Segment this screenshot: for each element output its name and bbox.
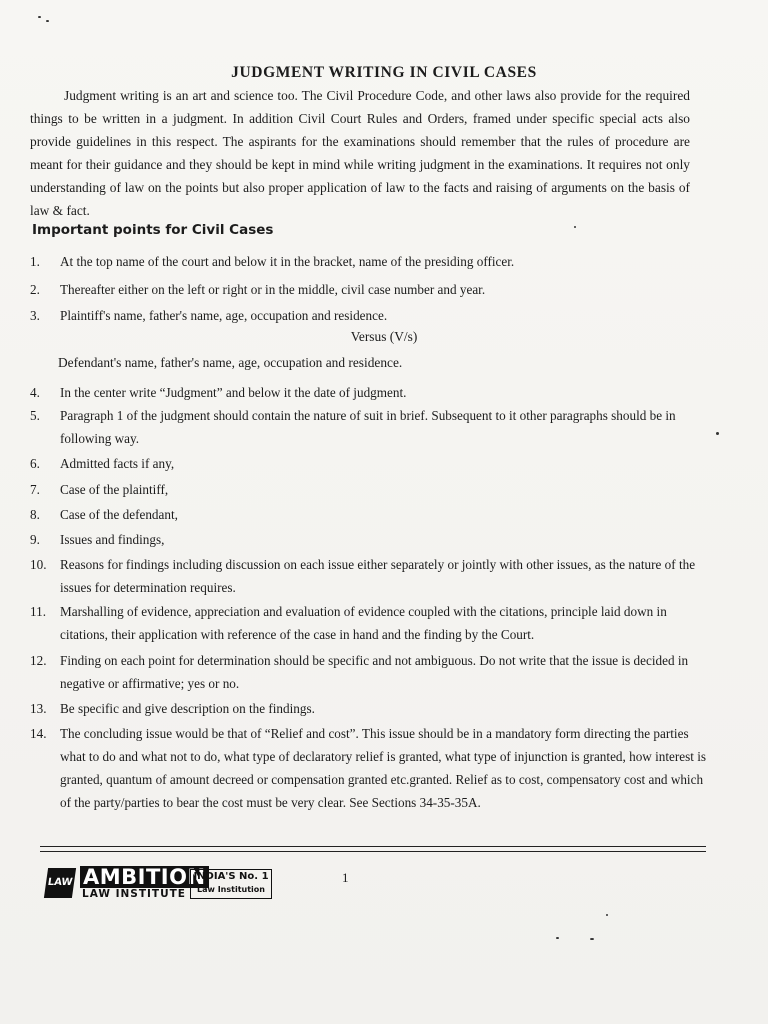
- list-item: [30, 697, 710, 720]
- page-number: 1: [342, 870, 349, 885]
- item-text: At the top name of the court and below it in the bracket, name of the presiding officer.: [60, 254, 515, 269]
- item-text: The concluding issue would be that of “Relief and cost”. This issue should be in a mandatory form directing the parties what to do and what not to do, what type of declaratory relief is granted, what type of injunction is granted, how interest is granted, quantum of amount decreed or compensation granted etc.granted. Relief as to cost, compensatory cost and which of the party/parties to bear the cost must be very clear. See Sections 34-35-35A.: [60, 726, 707, 810]
- item-number: 2.: [30, 282, 40, 297]
- list-item: [30, 478, 710, 501]
- item-text: Finding on each point for determination should be specific and not ambiguous. Do not write that the issue is decided in negative or affirmative; yes or no.: [60, 653, 689, 691]
- item-text: Thereafter either on the left or right or in the middle, civil case number and year.: [60, 282, 486, 297]
- item-number: 13.: [30, 701, 47, 716]
- item-number: 3.: [30, 308, 40, 323]
- item-text: Marshalling of evidence, appreciation and evaluation of evidence coupled with the citations, principle laid down in citations, their application with reference of the case in hand and the finding by the Court.: [60, 604, 667, 642]
- item-text: Be specific and give description on the findings.: [60, 701, 315, 716]
- scan-speck: [46, 20, 49, 22]
- versus-line: Versus (V/s): [350, 329, 418, 344]
- scan-speck: [716, 432, 719, 435]
- item-number: 8.: [30, 507, 40, 522]
- list-item: [30, 381, 710, 404]
- item-text: Admitted facts if any,: [60, 456, 175, 471]
- item-text: Case of the defendant,: [60, 507, 178, 522]
- scan-speck: [38, 16, 41, 18]
- item-number: 14.: [30, 726, 47, 741]
- footer-divider: [40, 851, 706, 852]
- badge-title: INDIA'S No. 1: [193, 871, 269, 882]
- item-number: 9.: [30, 532, 40, 547]
- list-item: [30, 600, 710, 646]
- ranking-badge: [190, 869, 272, 899]
- item-number: 6.: [30, 456, 40, 471]
- list-item: [30, 722, 710, 814]
- list-item: [30, 404, 710, 450]
- list-item: [30, 250, 710, 273]
- list-item: [30, 553, 710, 599]
- badge-subtitle: Law Institution: [197, 885, 265, 894]
- law-emblem: LAW: [44, 868, 76, 898]
- item-number: 4.: [30, 385, 40, 400]
- item-text: In the center write “Judgment” and below it the date of judgment.: [60, 385, 407, 400]
- list-item: [30, 452, 710, 475]
- list-item: [30, 304, 710, 327]
- logo-wordmark: AMBITION: [80, 866, 209, 888]
- list-item: [30, 503, 710, 526]
- scan-speck: [606, 914, 608, 916]
- item-text: Issues and findings,: [60, 532, 165, 547]
- item-text: Reasons for findings including discussion on each issue either separately or jointly with other issues, as the nature of the issues for determination requires.: [60, 557, 696, 595]
- item-number: 7.: [30, 482, 40, 497]
- item-text: Plaintiff's name, father's name, age, occupation and residence.: [60, 308, 388, 323]
- list-item: [30, 649, 710, 695]
- ambition-logo: [46, 866, 276, 900]
- page-title: JUDGMENT WRITING IN CIVIL CASES: [231, 64, 537, 81]
- item-number: 12.: [30, 653, 47, 668]
- scan-speck: [574, 226, 576, 228]
- list-item: [30, 528, 710, 551]
- scan-speck: [590, 938, 594, 940]
- defendant-line: Defendant's name, father's name, age, occupation and residence.: [58, 355, 403, 370]
- item-number: 5.: [30, 408, 40, 423]
- item-text: Paragraph 1 of the judgment should contain the nature of suit in brief. Subsequent to it other paragraphs should be in following way.: [60, 408, 676, 446]
- item-number: 1.: [30, 254, 40, 269]
- intro-paragraph: Judgment writing is an art and science too. The Civil Procedure Code, and other laws also provide for the required things to be written in a judgment. In addition Civil Court Rules and Orders, framed under specific special acts also provide guidelines in this respect. The aspirants for the examinations should remember that the rules of procedure are meant for their guidance and they should be kept in mind while writing judgment in the examinations. It requires not only understanding of law on the points but also proper application of law to the facts and raising of arguments on the basis of law & fact.: [30, 88, 690, 218]
- section-heading: Important points for Civil Cases: [32, 222, 274, 238]
- footer-divider: [40, 846, 706, 847]
- item-number: 11.: [30, 604, 46, 619]
- list-item: [30, 278, 710, 301]
- scan-speck: [556, 937, 559, 939]
- item-text: Case of the plaintiff,: [60, 482, 169, 497]
- logo-subtitle: LAW INSTITUTE: [82, 888, 186, 900]
- item-number: 10.: [30, 557, 47, 572]
